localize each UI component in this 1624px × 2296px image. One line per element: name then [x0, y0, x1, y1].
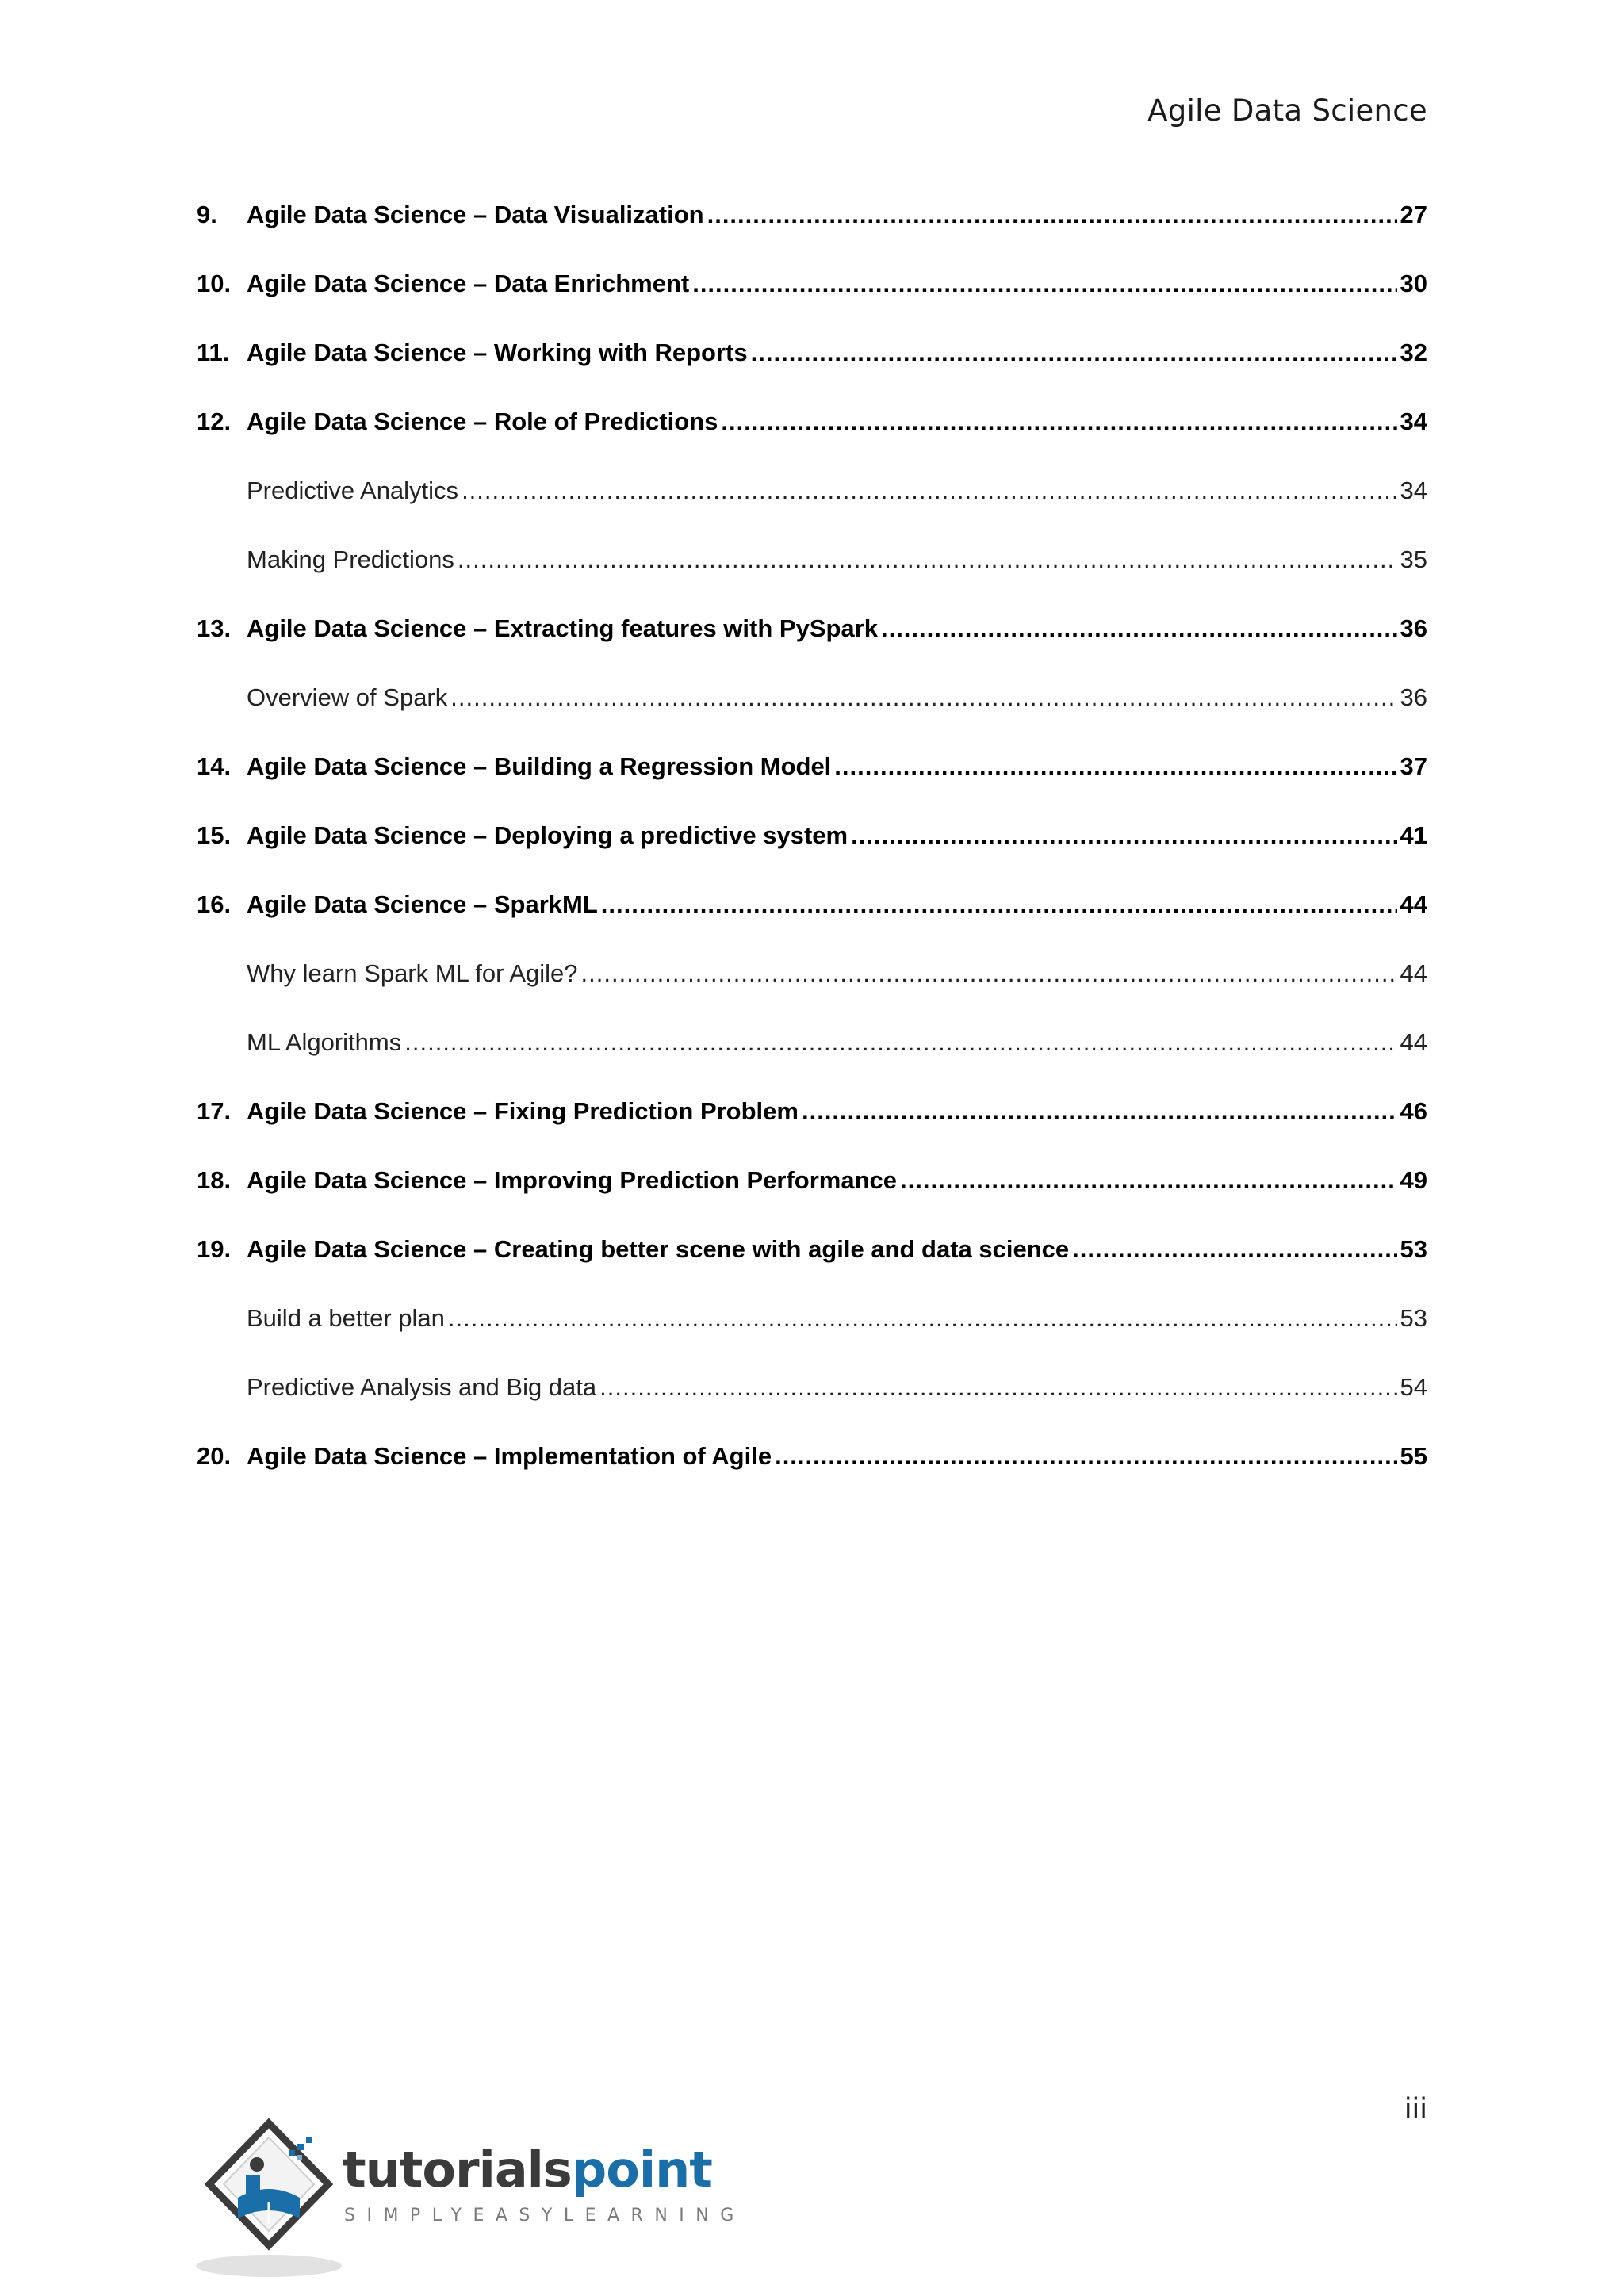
toc-dot-leader: [404, 1018, 1396, 1067]
toc-entry-page: 49: [1400, 1166, 1427, 1194]
toc-entry-page: 55: [1400, 1442, 1427, 1470]
page-number: iii: [1404, 2093, 1427, 2125]
logo-tagline: SIMPLYEASYLEARNING: [344, 2206, 745, 2225]
toc-entry-title: Agile Data Science – Data Enrichment: [247, 270, 690, 297]
toc-dot-leader: [1072, 1225, 1396, 1274]
toc-entry-title: Agile Data Science – Role of Predictions: [247, 408, 718, 435]
toc-entry-page: 54: [1400, 1373, 1427, 1401]
toc-entry-title: Predictive Analytics: [247, 476, 459, 504]
toc-section-entry[interactable]: [197, 466, 1427, 535]
toc-entry-number: 10.: [197, 270, 232, 297]
toc-entry-title: Overview of Spark: [247, 683, 448, 711]
toc-dot-leader: [900, 1156, 1396, 1205]
toc-entry-page: 36: [1400, 614, 1427, 642]
toc-entry-page: 37: [1400, 752, 1427, 780]
toc-entry-page: 44: [1400, 959, 1427, 987]
toc-entry-page: 44: [1400, 1028, 1427, 1056]
logo-word-tutorials: tutorials: [343, 2141, 572, 2198]
toc-dot-leader: [448, 1294, 1397, 1343]
toc-chapter-entry[interactable]: [197, 259, 1427, 328]
toc-chapter-entry[interactable]: [197, 604, 1427, 673]
toc-entry-number: 20.: [197, 1442, 232, 1470]
toc-entry-page: 44: [1400, 890, 1427, 918]
toc-dot-leader: [834, 742, 1396, 791]
toc-entry-title: Agile Data Science – Building a Regression Model: [247, 752, 832, 780]
toc-entry-title: Why learn Spark ML for Agile?: [247, 959, 578, 987]
toc-dot-leader: [462, 466, 1396, 515]
toc-chapter-entry[interactable]: [197, 880, 1427, 949]
toc-entry-page: 53: [1400, 1304, 1427, 1332]
toc-dot-leader: [851, 811, 1396, 860]
toc-entry-page: 34: [1400, 408, 1427, 435]
toc-entry-page: 36: [1400, 683, 1427, 711]
toc-entry-number: 16.: [197, 890, 232, 918]
toc-dot-leader: [581, 949, 1397, 998]
toc-entry-number: 12.: [197, 408, 232, 435]
toc-entry-number: 19.: [197, 1235, 232, 1263]
toc-entry-title: Agile Data Science – Working with Reports: [247, 339, 748, 366]
toc-entry-title: Agile Data Science – Fixing Prediction Problem: [247, 1097, 799, 1125]
toc-entry-number: 14.: [197, 752, 232, 780]
toc-dot-leader: [881, 604, 1397, 653]
toc-dot-leader: [601, 880, 1397, 929]
toc-entry-page: 46: [1400, 1097, 1427, 1125]
toc-chapter-entry[interactable]: [197, 1432, 1427, 1501]
toc-chapter-entry[interactable]: [197, 1225, 1427, 1294]
toc-entry-title: Agile Data Science – Deploying a predictive system: [247, 821, 848, 849]
toc-entry-page: 41: [1400, 821, 1427, 849]
toc-entry-title: Agile Data Science – Data Visualization: [247, 201, 704, 228]
toc-dot-leader: [599, 1363, 1396, 1412]
toc-section-entry[interactable]: [197, 1294, 1427, 1363]
toc-entry-number: 17.: [197, 1097, 232, 1125]
tutorialspoint-logo-icon: [193, 2109, 344, 2283]
toc-chapter-entry[interactable]: [197, 811, 1427, 880]
toc-dot-leader: [802, 1087, 1397, 1136]
logo-word-point: point: [571, 2141, 712, 2198]
toc-entry-page: 30: [1400, 270, 1427, 297]
toc-dot-leader: [707, 190, 1397, 239]
toc-chapter-entry[interactable]: [197, 1087, 1427, 1156]
toc-entry-number: 9.: [197, 201, 217, 228]
toc-entry-title: Agile Data Science – Improving Prediction Performance: [247, 1166, 898, 1194]
toc-chapter-entry[interactable]: [197, 190, 1427, 259]
toc-dot-leader: [721, 397, 1396, 446]
toc-entry-title: Agile Data Science – Extracting features with PySpark: [247, 614, 878, 642]
toc-section-entry[interactable]: [197, 949, 1427, 1018]
table-of-contents: [197, 190, 1427, 1501]
toc-entry-title: Agile Data Science – Creating better scene with agile and data science: [247, 1235, 1070, 1263]
toc-section-entry[interactable]: [197, 1363, 1427, 1432]
tutorialspoint-logo: [193, 2109, 745, 2283]
toc-entry-page: 32: [1400, 339, 1427, 366]
toc-chapter-entry[interactable]: [197, 742, 1427, 811]
toc-entry-title: Build a better plan: [247, 1304, 445, 1332]
toc-entry-title: Agile Data Science – Implementation of Agile: [247, 1442, 772, 1470]
toc-section-entry[interactable]: [197, 535, 1427, 604]
toc-dot-leader: [692, 259, 1396, 308]
toc-entry-page: 35: [1400, 545, 1427, 573]
toc-entry-page: 27: [1400, 201, 1427, 228]
logo-wordmark: [343, 2141, 712, 2198]
toc-entry-page: 34: [1400, 476, 1427, 504]
toc-entry-page: 53: [1400, 1235, 1427, 1263]
toc-dot-leader: [458, 535, 1397, 584]
toc-entry-title: ML Algorithms: [247, 1028, 402, 1056]
toc-chapter-entry[interactable]: [197, 328, 1427, 397]
toc-entry-number: 13.: [197, 614, 232, 642]
toc-dot-leader: [450, 673, 1396, 722]
toc-section-entry[interactable]: [197, 1018, 1427, 1087]
toc-chapter-entry[interactable]: [197, 1156, 1427, 1225]
toc-dot-leader: [775, 1432, 1396, 1481]
toc-chapter-entry[interactable]: [197, 397, 1427, 466]
toc-entry-number: 11.: [197, 339, 230, 366]
toc-entry-number: 15.: [197, 821, 232, 849]
toc-section-entry[interactable]: [197, 673, 1427, 742]
toc-dot-leader: [751, 328, 1397, 377]
toc-entry-number: 18.: [197, 1166, 232, 1194]
toc-entry-title: Agile Data Science – SparkML: [247, 890, 598, 918]
toc-entry-title: Making Predictions: [247, 545, 454, 573]
toc-entry-title: Predictive Analysis and Big data: [247, 1373, 597, 1401]
running-header-title: Agile Data Science: [1147, 94, 1427, 128]
